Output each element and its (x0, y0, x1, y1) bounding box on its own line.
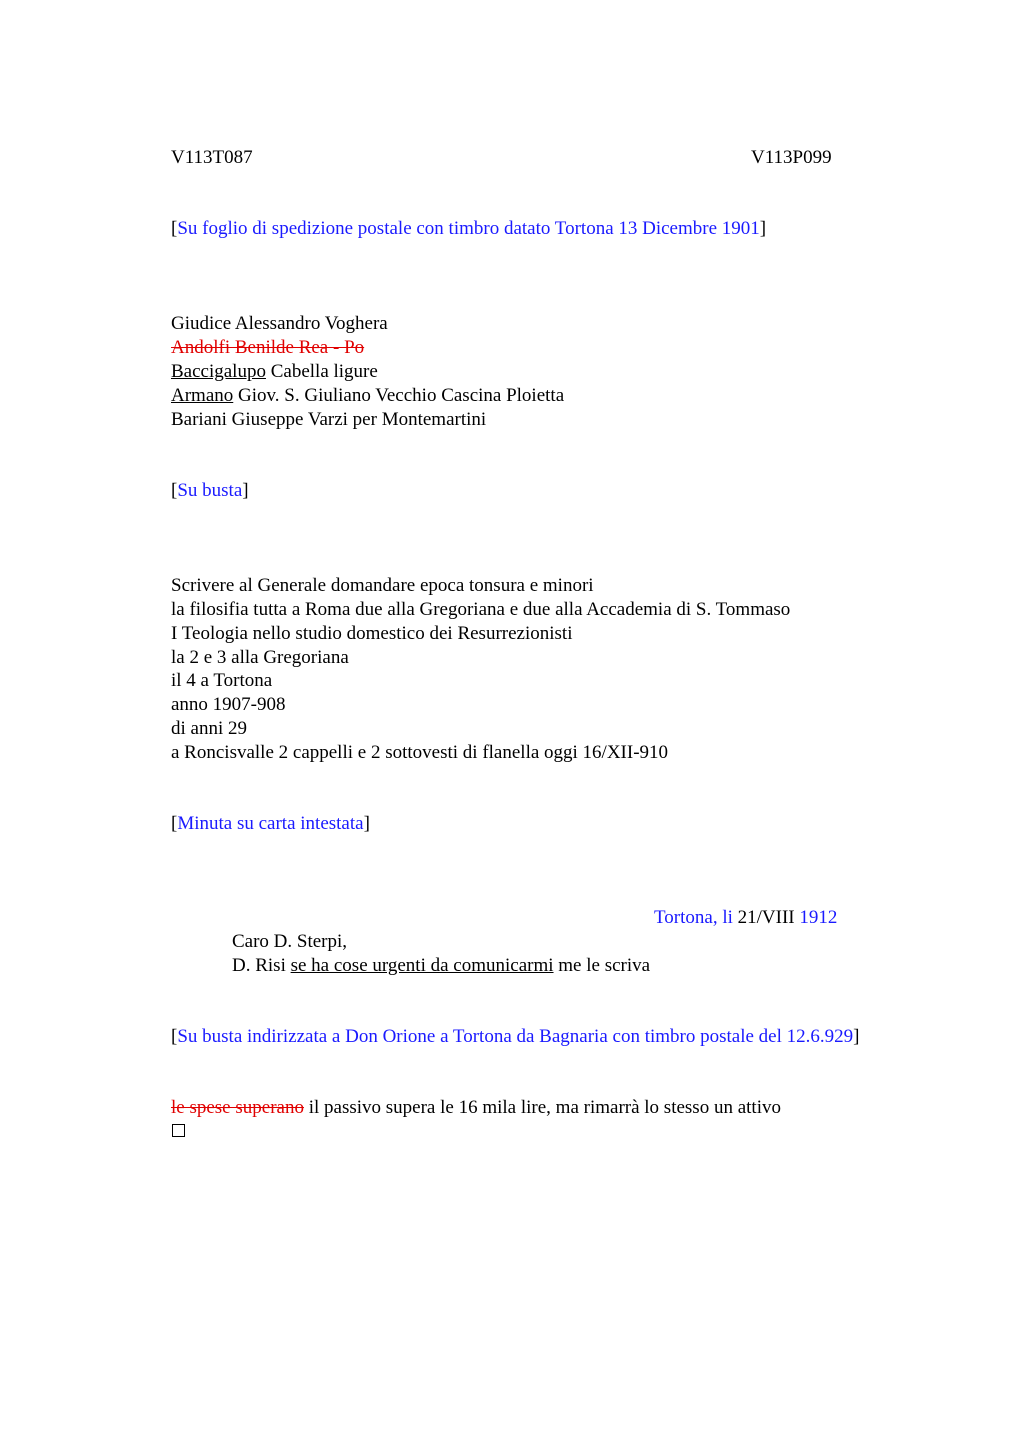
letter-body (232, 954, 650, 978)
editorial-note-4: [Su busta indirizzata a Don Orione a Tortona da Bagnaria con timbro postale del 12.6.929] (171, 1026, 860, 1047)
right-reference-code: V113P099 (751, 147, 832, 168)
editorial-note-2: [Su busta] (171, 480, 249, 501)
note-line: la filosifia tutta a Roma due alla Gregoriana e due alla Accademia di S. Tommaso (171, 599, 791, 620)
editorial-note-1: [Su foglio di spedizione postale con timbro datato Tortona 13 Dicembre 1901] (171, 218, 767, 239)
note-line: di anni 29 (171, 718, 247, 739)
left-reference-code: V113T087 (171, 147, 253, 168)
address-line-3 (171, 360, 378, 384)
final-note-line (171, 1096, 781, 1120)
note-line: anno 1907-908 (171, 694, 286, 715)
editorial-note-1-text: Su foglio di spedizione postale con timbro datato Tortona 13 Dicembre 1901 (177, 218, 760, 239)
letter-body-underlined: se ha cose urgenti da comunicarmi (290, 955, 554, 976)
note-line: la 2 e 3 alla Gregoriana (171, 647, 349, 668)
editorial-note-3: [Minuta su carta intestata] (171, 813, 370, 834)
note-line: Scrivere al Generale domandare epoca tonsura e minori (171, 575, 594, 596)
editorial-note-3-text: Minuta su carta intestata (177, 813, 364, 834)
letter-body-end: me le scriva (553, 955, 651, 976)
underlined-name: Baccigalupo (171, 361, 266, 382)
editorial-note-2-text: Su busta (177, 480, 243, 501)
address-line-4 (171, 384, 564, 408)
note-line: il 4 a Tortona (171, 670, 273, 691)
editorial-note-4-text: Su busta indirizzata a Don Orione a Tortona da Bagnaria con timbro postale del 12.6.929 (177, 1026, 854, 1047)
underlined-name: Armano (171, 385, 234, 406)
salutation: Caro D. Sterpi, (232, 931, 348, 952)
date-place: Tortona, li (654, 907, 733, 928)
deleted-text: le spese superano (171, 1097, 304, 1118)
empty-box-glyph (172, 1124, 185, 1137)
note-line: I Teologia nello studio domestico dei Resurrezionisti (171, 623, 573, 644)
date-day: 21/VIII (732, 907, 800, 928)
address-line-1: Giudice Alessandro Voghera (171, 313, 388, 334)
letter-date (654, 906, 837, 930)
address-line-5: Bariani Giuseppe Varzi per Montemartini (171, 409, 487, 430)
note-line: a Roncisvalle 2 cappelli e 2 sottovesti di flanella oggi 16/XII-910 (171, 742, 669, 763)
address-line-4-rest: Giov. S. Giuliano Vecchio Cascina Ploietta (233, 385, 565, 406)
deleted-text: Andolfi Benilde Rea - Po (171, 337, 365, 358)
address-line-2-struck (171, 336, 364, 360)
address-line-3-rest: Cabella ligure (265, 361, 378, 382)
date-year: 1912 (799, 907, 838, 928)
letter-body-start: D. Risi (232, 955, 291, 976)
final-note-text: il passivo supera le 16 mila lire, ma rimarrà lo stesso un attivo (303, 1097, 781, 1118)
